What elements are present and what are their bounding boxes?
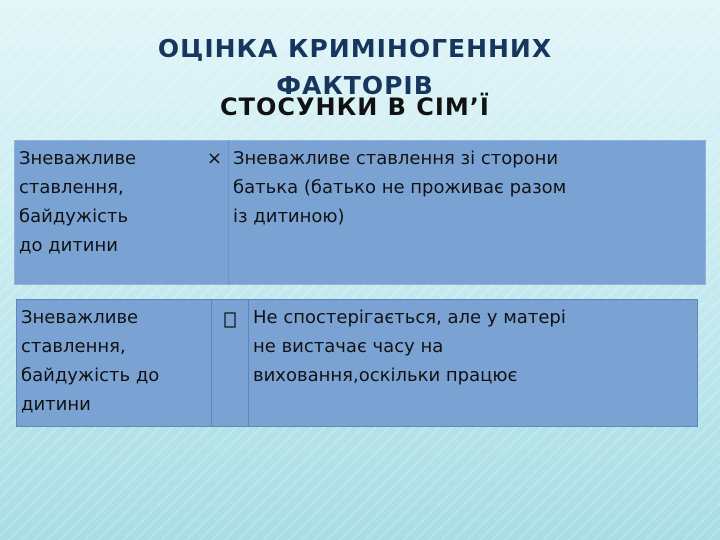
label-line: дитини	[21, 394, 91, 415]
slide-title-line1: ОЦІНКА КРИМІНОГЕННИХ	[157, 34, 553, 63]
description-line: Зневажливе ставлення зі сторони	[233, 148, 559, 169]
label-line: байдужість до	[21, 365, 160, 386]
table-row	[15, 141, 706, 285]
table-cell-description	[229, 141, 706, 285]
label-line: ставлення,	[21, 336, 126, 357]
table-row	[17, 300, 698, 427]
table-cell-description	[249, 300, 698, 427]
cross-mark-icon: ×	[206, 148, 222, 169]
label-line: байдужість	[19, 206, 129, 227]
label-line: до дитини	[19, 235, 118, 256]
label-line: Зневажливе	[21, 307, 139, 328]
family-relations-table-mother	[16, 299, 698, 427]
slide-title-line2: ФАКТОРІВ	[276, 71, 434, 100]
slide-subtitle: СТОСУНКИ В СІМ’Ї	[220, 93, 490, 121]
description-line: Не спостерігається, але у матері	[253, 307, 566, 328]
description-line: батька (батько не проживає разом	[233, 177, 567, 198]
table-cell-mark	[212, 300, 249, 427]
label-line: Зневажливе	[19, 148, 137, 169]
description-line: виховання,оскільки працює	[253, 365, 518, 386]
placeholder-box-icon	[224, 312, 236, 328]
table-cell-label	[17, 300, 212, 427]
description-line: не вистачає часу на	[253, 336, 444, 357]
family-relations-table-father	[14, 140, 706, 285]
label-line: ставлення,	[19, 177, 124, 198]
description-line: із дитиною)	[233, 206, 345, 227]
table-cell-label	[15, 141, 229, 285]
